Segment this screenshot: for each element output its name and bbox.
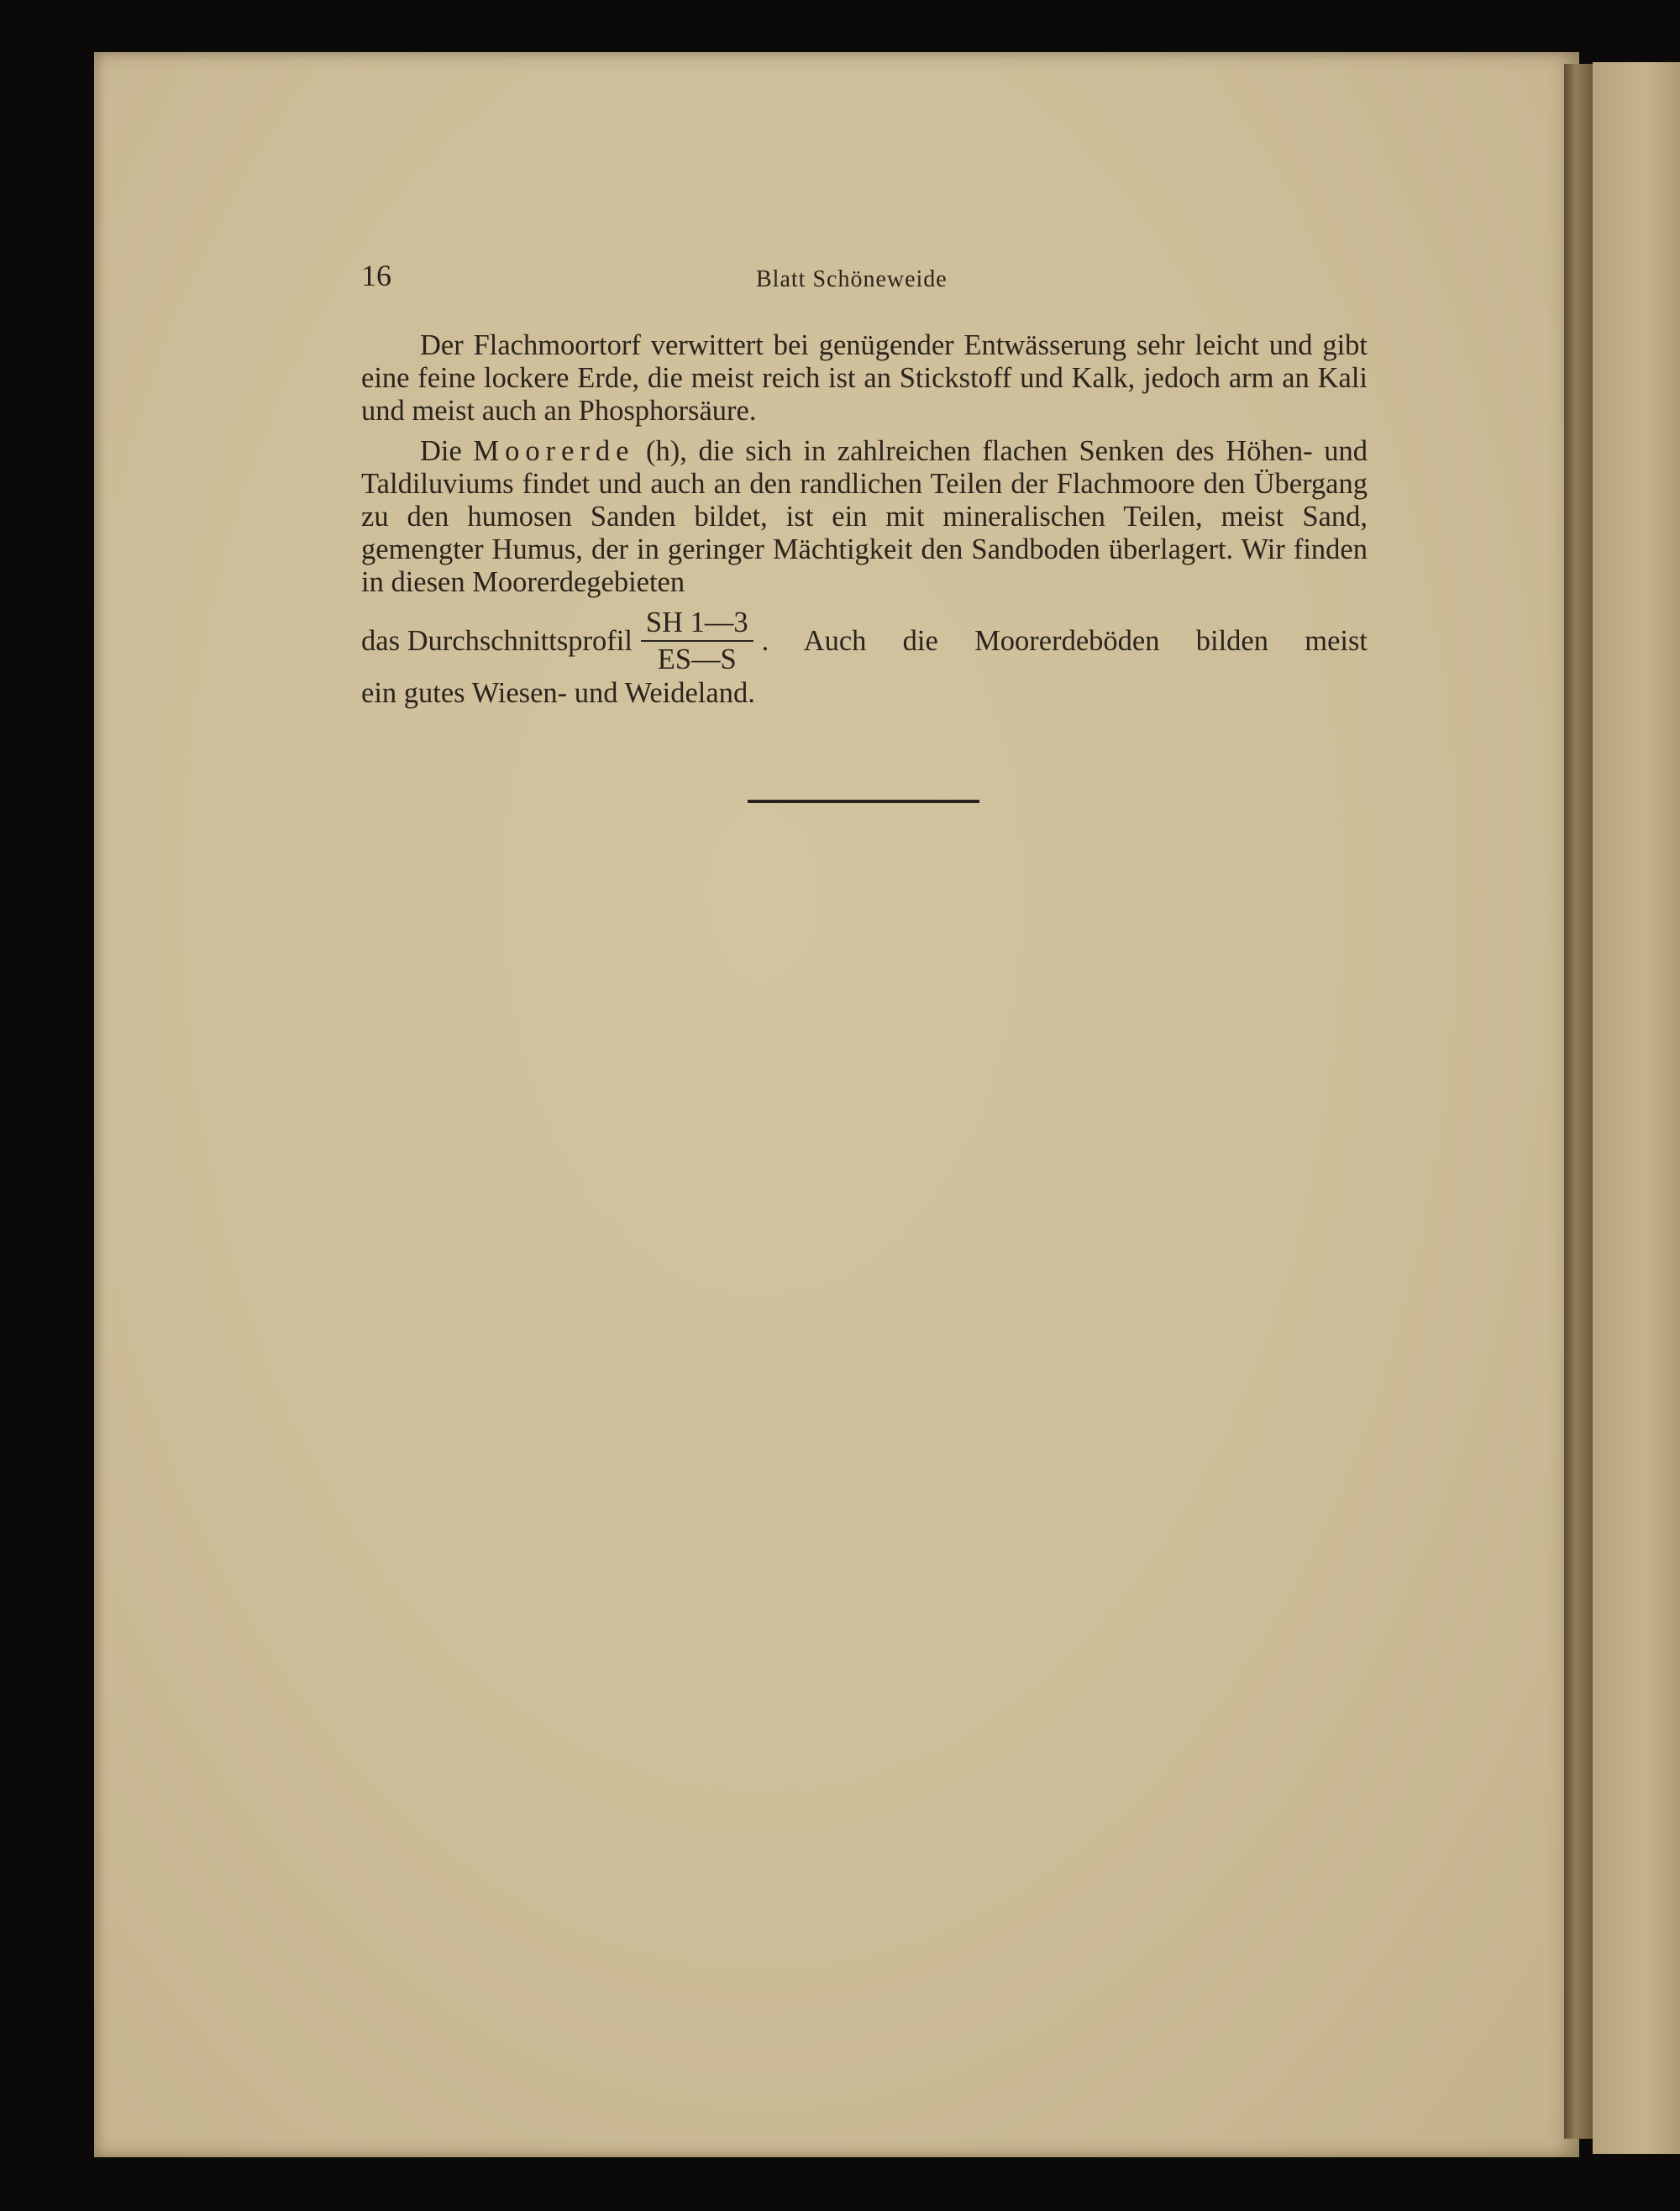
fraction-denominator: ES—S [657,643,737,675]
body-text [361,329,1368,710]
fraction-numerator: SH 1—3 [641,607,753,642]
formula-line [361,607,1368,675]
paragraph-body: (h), die sich in zahlreichen flachen Senken des Höhen- und Taldiluviums findet und auch an den randlichen Teilen der Flachmoore den Übergang zu den humosen Sanden bildet, ist ein mit mineralischen Teilen, meist Sand, gemengter Humus, der in geringer Mächtigkeit den Sandboden überlagert. Wir finden in diesen Moorerdegebieten [361,435,1368,598]
paragraph-lead-word: Die [420,435,462,467]
formula-lead-text: das Durchschnittsprofil [361,624,633,657]
page-number: 16 [361,259,391,292]
emphasized-term: Moorerde [473,435,635,467]
book-gutter [1564,64,1593,2139]
formula-tail-text: . Auch die Moorerdeböden bilden meist [761,624,1368,657]
section-end-rule [748,800,979,803]
adjacent-page-edge [1593,62,1680,2154]
paragraph-flachmoortorf: Der Flachmoortorf verwittert bei genügender Entwässerung sehr leicht und gibt eine feine lockere Erde, die meist reich ist an Stickstoff und Kalk, jedoch arm an Kali und meist auch an Phosphorsäure. [361,329,1368,427]
profile-fraction [641,607,753,675]
paragraph-moorerde [361,435,1368,599]
paragraph-last-line: ein gutes Wiesen- und Weideland. [361,677,755,709]
running-head: Blatt Schöneweide [756,266,948,292]
